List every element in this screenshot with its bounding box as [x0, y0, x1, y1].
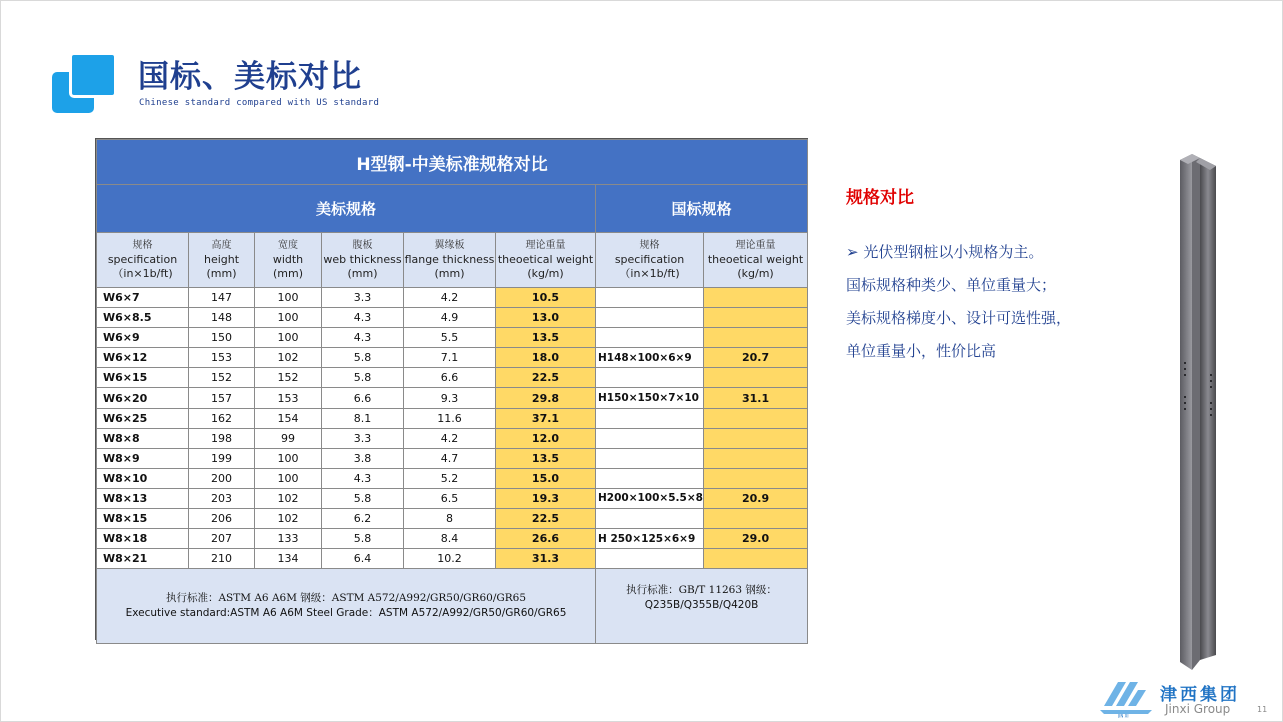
- column-header: [322, 233, 404, 288]
- table-cell: 153: [189, 348, 255, 368]
- table-cell: [704, 328, 808, 348]
- table-row: [97, 368, 808, 388]
- table-cell: W8×13: [97, 488, 189, 508]
- table-cell: 152: [255, 368, 322, 388]
- footer-us-line2: Executive standard:ASTM A6 A6M Steel Grade：ASTM A572/A992/GR50/GR60/GR65: [125, 607, 567, 620]
- brand-name-cn: 津西集团: [1160, 685, 1240, 705]
- page-title: 国标、美标对比: [138, 59, 362, 95]
- group-header-us: 美标规格: [97, 185, 596, 233]
- table-cell: 10.5: [496, 288, 596, 308]
- comparison-table-frame: [95, 138, 808, 640]
- table-row: [97, 488, 808, 508]
- table-cell: [596, 368, 704, 388]
- logo-mark-text: JIN XI: [1118, 713, 1129, 718]
- table-title: H型钢-中美标准规格对比: [97, 140, 808, 185]
- table-cell: 10.2: [404, 549, 496, 569]
- table-cell: [596, 428, 704, 448]
- column-header-cn: 宽度: [278, 240, 298, 251]
- footer-cn-standard: [596, 569, 808, 644]
- table-cell: 102: [255, 509, 322, 529]
- footer-cn-line1: 执行标准：GB/T 11263 钢级：: [626, 584, 777, 597]
- column-header: [704, 233, 808, 288]
- column-header-en1: theoetical weight: [497, 253, 594, 266]
- table-cell: 5.8: [322, 488, 404, 508]
- table-cell: H200×100×5.5×8: [596, 488, 704, 508]
- table-cell: [704, 368, 808, 388]
- table-cell: [596, 448, 704, 468]
- column-header-en1: specification: [107, 253, 178, 266]
- table-body: [97, 288, 808, 569]
- table-cell: 162: [189, 408, 255, 428]
- column-header: [404, 233, 496, 288]
- column-header-row: [97, 233, 808, 288]
- column-header-cn: 理论重量: [735, 240, 776, 251]
- column-header: [255, 233, 322, 288]
- footer-cn-line2: Q235B/Q355B/Q420B: [644, 599, 759, 612]
- column-header-en1: flange thickness: [404, 253, 495, 266]
- table-row: [97, 308, 808, 328]
- table-cell: 148: [189, 308, 255, 328]
- table-cell: [596, 288, 704, 308]
- column-header-cn: 腹板: [352, 240, 373, 251]
- column-header-en2: (mm): [272, 267, 303, 280]
- table-cell: 5.8: [322, 529, 404, 549]
- table-cell: [596, 328, 704, 348]
- table-cell: [596, 549, 704, 569]
- section-logo-icon: [52, 52, 118, 114]
- table-cell: W8×21: [97, 549, 189, 569]
- table-cell: 6.6: [404, 368, 496, 388]
- table-cell: 3.8: [322, 448, 404, 468]
- table-cell: 4.9: [404, 308, 496, 328]
- table-cell: 100: [255, 448, 322, 468]
- table-cell: H150×150×7×10: [596, 388, 704, 408]
- column-header-en1: width: [272, 253, 304, 266]
- table-cell: 9.3: [404, 388, 496, 408]
- column-header-en2: （in×1b/ft): [112, 267, 173, 280]
- table-cell: [704, 549, 808, 569]
- table-cell: 6.2: [322, 509, 404, 529]
- table-cell: 29.0: [704, 529, 808, 549]
- table-cell: [704, 468, 808, 488]
- table-cell: W6×9: [97, 328, 189, 348]
- table-cell: 200: [189, 468, 255, 488]
- table-cell: 15.0: [496, 468, 596, 488]
- table-cell: W8×8: [97, 428, 189, 448]
- table-cell: 5.5: [404, 328, 496, 348]
- table-cell: 13.5: [496, 448, 596, 468]
- table-cell: 26.6: [496, 529, 596, 549]
- table-cell: 11.6: [404, 408, 496, 428]
- table-cell: [704, 428, 808, 448]
- table-cell: 22.5: [496, 368, 596, 388]
- jinxi-logo-icon: [1098, 676, 1154, 718]
- table-cell: W8×9: [97, 448, 189, 468]
- column-header-cn: 高度: [211, 240, 232, 251]
- table-cell: H148×100×6×9: [596, 348, 704, 368]
- table-cell: 6.4: [322, 549, 404, 569]
- table-cell: 102: [255, 488, 322, 508]
- table-cell: 6.6: [322, 388, 404, 408]
- table-cell: [704, 308, 808, 328]
- table-cell: [704, 509, 808, 529]
- table-cell: [596, 308, 704, 328]
- table-row: [97, 348, 808, 368]
- table-cell: 4.3: [322, 328, 404, 348]
- table-row: [97, 288, 808, 308]
- table-cell: 29.8: [496, 388, 596, 408]
- table-cell: 99: [255, 428, 322, 448]
- table-cell: 199: [189, 448, 255, 468]
- table-cell: 4.7: [404, 448, 496, 468]
- steel-h-beam-image: [1172, 150, 1224, 675]
- table-row: [97, 408, 808, 428]
- column-header-en2: （in×1b/ft): [619, 267, 680, 280]
- footer-us-line1: 执行标准：ASTM A6 A6M 钢级：ASTM A572/A992/GR50/GR60/GR65: [165, 592, 527, 605]
- table-cell: 18.0: [496, 348, 596, 368]
- table-cell: 100: [255, 288, 322, 308]
- column-header-en2: (mm): [434, 267, 465, 280]
- table-cell: 150: [189, 328, 255, 348]
- table-row: [97, 529, 808, 549]
- table-cell: [596, 408, 704, 428]
- table-cell: 4.3: [322, 468, 404, 488]
- column-header: [596, 233, 704, 288]
- notes-heading: 规格对比: [846, 188, 914, 208]
- table-cell: [596, 468, 704, 488]
- table-cell: 210: [189, 549, 255, 569]
- table-cell: 4.2: [404, 428, 496, 448]
- notes-list: [846, 236, 1071, 368]
- column-header-cn: 理论重量: [525, 240, 566, 251]
- table-cell: 8.1: [322, 408, 404, 428]
- table-row: [97, 448, 808, 468]
- column-header-en1: specification: [614, 253, 685, 266]
- column-header-cn: 翼缘板: [434, 240, 465, 251]
- table-row: [97, 328, 808, 348]
- table-cell: 5.8: [322, 368, 404, 388]
- table-cell: 13.5: [496, 328, 596, 348]
- table-row: [97, 388, 808, 408]
- table-cell: [596, 509, 704, 529]
- notes-line: 单位重量小，性价比高: [846, 342, 997, 360]
- column-header-en1: theoetical weight: [707, 253, 804, 266]
- table-cell: 100: [255, 328, 322, 348]
- notes-line: 国标规格种类少、单位重量大；: [846, 276, 1057, 294]
- table-cell: 37.1: [496, 408, 596, 428]
- column-header-en2: (kg/m): [737, 267, 774, 280]
- table-cell: 198: [189, 428, 255, 448]
- table-cell: W6×25: [97, 408, 189, 428]
- table-cell: 102: [255, 348, 322, 368]
- table-cell: 20.7: [704, 348, 808, 368]
- table-cell: 19.3: [496, 488, 596, 508]
- table-row: [97, 509, 808, 529]
- table-cell: 4.3: [322, 308, 404, 328]
- table-cell: W8×10: [97, 468, 189, 488]
- table-cell: 154: [255, 408, 322, 428]
- table-cell: 134: [255, 549, 322, 569]
- column-header-cn: 规格: [132, 240, 153, 251]
- notes-line: ➢ 光伏型钢桩以小规格为主。: [846, 243, 1044, 261]
- table-footer-row: [97, 569, 808, 644]
- table-row: [97, 428, 808, 448]
- table-cell: W8×15: [97, 509, 189, 529]
- footer-us-standard: [97, 569, 596, 644]
- table-cell: W6×8.5: [97, 308, 189, 328]
- page-subtitle: Chinese standard compared with US standard: [139, 98, 380, 108]
- table-row: [97, 468, 808, 488]
- table-cell: W6×12: [97, 348, 189, 368]
- table-cell: 100: [255, 468, 322, 488]
- column-header-cn: 规格: [639, 240, 660, 251]
- table-cell: 5.2: [404, 468, 496, 488]
- page-number: 11: [1257, 705, 1268, 714]
- group-header-cn: 国标规格: [596, 185, 808, 233]
- table-cell: [704, 448, 808, 468]
- table-cell: 22.5: [496, 509, 596, 529]
- table-cell: 152: [189, 368, 255, 388]
- table-cell: 12.0: [496, 428, 596, 448]
- brand-name-en: Jinxi Group: [1165, 702, 1231, 716]
- table-cell: W6×20: [97, 388, 189, 408]
- table-cell: 153: [255, 388, 322, 408]
- comparison-table: [96, 139, 808, 644]
- table-cell: 13.0: [496, 308, 596, 328]
- table-cell: 7.1: [404, 348, 496, 368]
- table-cell: 6.5: [404, 488, 496, 508]
- column-header: [496, 233, 596, 288]
- column-header: [97, 233, 189, 288]
- column-header-en2: (kg/m): [527, 267, 564, 280]
- column-header-en1: web thickness: [323, 253, 402, 266]
- table-cell: 100: [255, 308, 322, 328]
- table-cell: 4.2: [404, 288, 496, 308]
- column-header-en2: (mm): [347, 267, 378, 280]
- table-cell: 207: [189, 529, 255, 549]
- column-header-en2: (mm): [206, 267, 237, 280]
- column-header-en1: height: [203, 253, 240, 266]
- table-row: [97, 549, 808, 569]
- table-cell: W6×7: [97, 288, 189, 308]
- table-cell: 147: [189, 288, 255, 308]
- table-cell: [704, 288, 808, 308]
- table-cell: W8×18: [97, 529, 189, 549]
- table-cell: 5.8: [322, 348, 404, 368]
- table-cell: 3.3: [322, 428, 404, 448]
- table-cell: 3.3: [322, 288, 404, 308]
- table-cell: 133: [255, 529, 322, 549]
- table-cell: 8: [404, 509, 496, 529]
- column-header: [189, 233, 255, 288]
- table-cell: 8.4: [404, 529, 496, 549]
- table-cell: 31.1: [704, 388, 808, 408]
- table-cell: 203: [189, 488, 255, 508]
- table-cell: W6×15: [97, 368, 189, 388]
- table-cell: 157: [189, 388, 255, 408]
- table-cell: 206: [189, 509, 255, 529]
- table-cell: 20.9: [704, 488, 808, 508]
- notes-line: 美标规格梯度小、设计可选性强，: [846, 309, 1072, 327]
- table-cell: H 250×125×6×9: [596, 529, 704, 549]
- table-cell: 31.3: [496, 549, 596, 569]
- table-cell: [704, 408, 808, 428]
